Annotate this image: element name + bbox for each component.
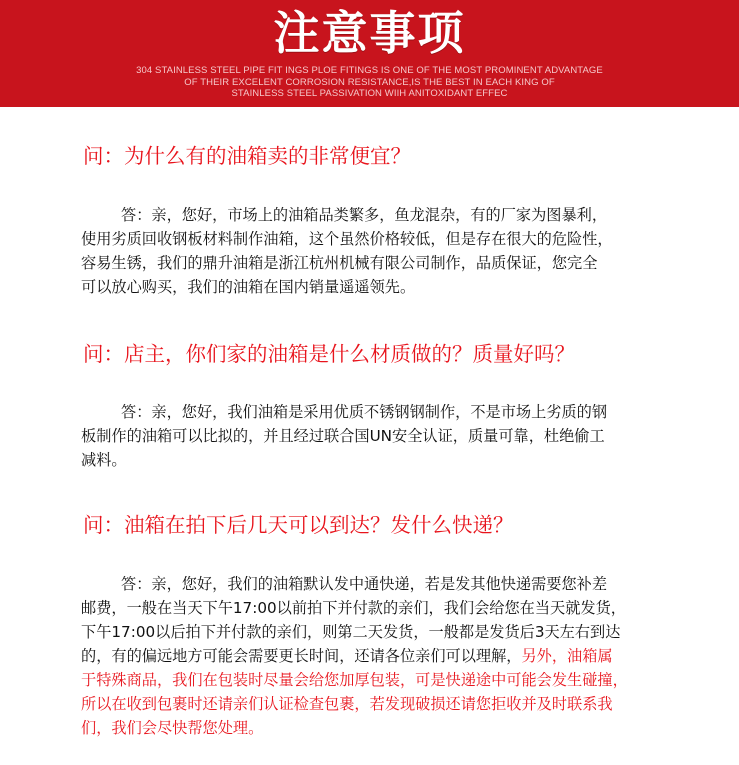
- answer-line: 减料。: [81, 451, 127, 469]
- answer-line: 下午17:00以后拍下并付款的亲们，则第二天发货，一般都是发货后3天左右到达: [81, 623, 621, 641]
- answer-line: 容易生锈，我们的鼎升油箱是浙江杭州机械有限公司制作，品质保证，您完全: [81, 254, 598, 272]
- faq-question-3: 问：油箱在拍下后几天可以到达？发什么快递？: [83, 513, 514, 537]
- answer-text: 的，有的偏远地方可能会需要更长时间，还请各位亲们可以理解，: [81, 647, 522, 665]
- faq-answer-3: [81, 572, 721, 740]
- answer-highlight-line: 所以在收到包裹时还请亲们认证检查包裹，若发现破损还请您拒收并及时联系我: [81, 695, 613, 713]
- answer-line: 答：亲，您好，市场上的油箱品类繁多，鱼龙混杂，有的厂家为图暴利，: [121, 206, 607, 224]
- faq-answer-1: [81, 203, 721, 299]
- banner-subtitle-line: 304 STAINLESS STEEL PIPE FIT INGS PLOE FITINGS IS ONE OF THE MOST PROMINENT ADVANTAGE: [136, 65, 603, 76]
- faq-question-2: 问：店主，你们家的油箱是什么材质做的？质量好吗？: [83, 342, 575, 366]
- answer-line: 板制作的油箱可以比拟的，并且经过联合国UN安全认证，质量可靠，杜绝偷工: [81, 427, 605, 445]
- answer-line: 使用劣质回收钢板材料制作油箱，这个虽然价格较低，但是存在很大的危险性，: [81, 230, 613, 248]
- answer-highlight-line: 们，我们会尽快帮您处理。: [81, 719, 264, 737]
- answer-line: 答：亲，您好，我们的油箱默认发中通快递，若是发其他快递需要您补差: [121, 575, 607, 593]
- header-banner: [0, 0, 739, 107]
- banner-subtitle: [0, 65, 739, 100]
- banner-subtitle-line: STAINLESS STEEL PASSIVATION WIIH ANITOXIDANT EFFEC: [231, 88, 508, 99]
- answer-highlight: 另外，油箱属: [521, 647, 613, 665]
- answer-line: 邮费，一般在当天下午17:00以前拍下并付款的亲们，我们会给您在当天就发货，: [81, 599, 626, 617]
- answer-highlight-line: 于特殊商品，我们在包装时尽量会给您加厚包装，可是快递途中可能会发生碰撞，: [81, 671, 628, 689]
- banner-title: 注意事项: [273, 6, 466, 60]
- faq-question-1: 问：为什么有的油箱卖的非常便宜？: [83, 144, 411, 168]
- answer-line: [81, 644, 721, 668]
- answer-line: 可以放心购买，我们的油箱在国内销量遥遥领先。: [81, 278, 416, 296]
- answer-line: 答：亲，您好，我们油箱是采用优质不锈钢钢制作，不是市场上劣质的钢: [121, 403, 607, 421]
- banner-subtitle-line: OF THEIR EXCELENT CORROSION RESISTANCE,IS THE BEST IN EACH KING OF: [184, 76, 555, 88]
- faq-answer-2: [81, 400, 721, 472]
